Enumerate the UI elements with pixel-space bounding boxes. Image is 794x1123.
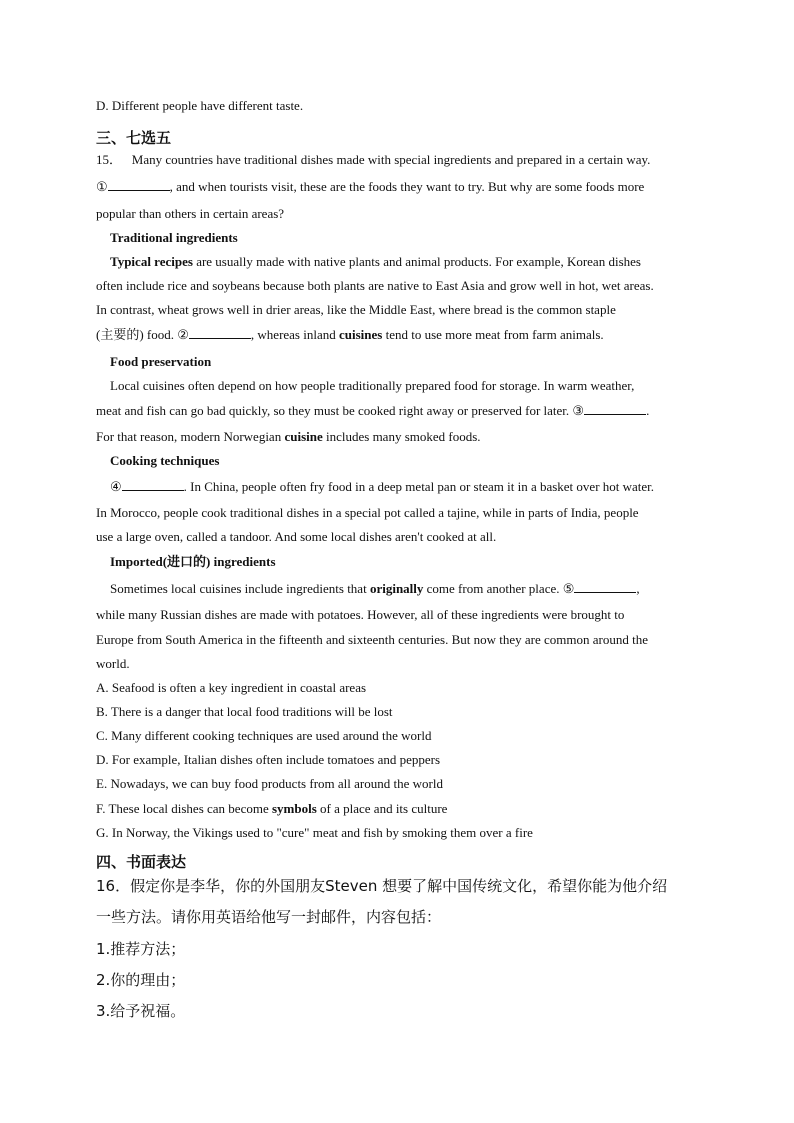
blank-5-number: ⑤ xyxy=(562,581,575,596)
p3-a-post: . In China, people often fry food in a deep metal pan or steam it in a basket over hot water. xyxy=(183,479,655,494)
blank-4[interactable] xyxy=(122,479,184,491)
q15-intro2: , and when tourists visit, these are the foods they want to try. But why are some foods more xyxy=(169,179,645,194)
q16-item2: 2.你的理由； xyxy=(96,971,186,989)
q15-intro-line2 xyxy=(96,179,644,195)
prev-option-d: D. Different people have different taste. xyxy=(96,98,304,113)
p4-line1 xyxy=(110,581,640,597)
q16-line2: 一些方法。请你用英语给他写一封邮件，内容包括： xyxy=(96,908,442,926)
p4-line3: Europe from South America in the fifteenth and sixteenth centuries. But now they are common around the xyxy=(96,632,648,647)
p2-c-bold: cuisine xyxy=(284,429,323,444)
p2-line3 xyxy=(96,429,481,445)
section4-title: 四、书面表达 xyxy=(96,853,187,871)
option-a: A. Seafood is often a key ingredient in coastal areas xyxy=(96,680,367,695)
blank-2-number: ② xyxy=(177,327,189,342)
heading-cooking-techniques: Cooking techniques xyxy=(110,453,220,468)
blank-4-number: ④ xyxy=(110,479,122,494)
p1-line1 xyxy=(110,254,641,270)
p1-d-bold: cuisines xyxy=(339,327,383,342)
blank-1[interactable] xyxy=(108,179,170,191)
option-g: G. In Norway, the Vikings used to "cure" meat and fish by smoking them over a fire xyxy=(96,825,533,840)
section3-title: 三、七选五 xyxy=(96,129,172,147)
p4-line4: world. xyxy=(96,656,130,671)
p4-a-mid: come from another place. xyxy=(423,581,563,596)
q16-item1: 1.推荐方法； xyxy=(96,940,186,958)
blank-5[interactable] xyxy=(574,581,636,593)
blank-3[interactable] xyxy=(584,403,646,415)
p2-line2 xyxy=(96,403,649,419)
option-f-bold: symbols xyxy=(271,801,317,816)
option-f-pre: F. These local dishes can become xyxy=(96,801,272,816)
blank-3-number: ③ xyxy=(572,403,585,418)
p3-line1 xyxy=(110,479,654,495)
p1-line2: often include rice and soybeans because both plants are native to East Asia and grow well in hot, wet areas. xyxy=(96,278,654,293)
q15-intro-line1 xyxy=(96,152,650,168)
p2-c-pre: For that reason, modern Norwegian xyxy=(96,429,285,444)
p3-line2: In Morocco, people cook traditional dishes in a special pot called a tajine, while in parts of India, people xyxy=(96,505,639,520)
heading-imported-ingredients: Imported(进口的) ingredients xyxy=(110,554,276,569)
blank-1-number: ① xyxy=(96,179,108,194)
option-c: C. Many different cooking techniques are used around the world xyxy=(96,728,432,743)
heading-traditional-ingredients: Traditional ingredients xyxy=(110,230,238,245)
option-f-post: of a place and its culture xyxy=(316,801,448,816)
q15-number: 15． xyxy=(96,152,123,167)
option-b: B. There is a danger that local food traditions will be lost xyxy=(96,704,393,719)
p1-line3: In contrast, wheat grows well in drier areas, like the Middle East, where bread is the common staple xyxy=(96,302,616,317)
heading-food-preservation: Food preservation xyxy=(110,354,212,369)
q15-intro1: Many countries have traditional dishes made with special ingredients and prepared in a certain way. xyxy=(131,152,651,167)
p1-bold: Typical recipes xyxy=(110,254,193,269)
p4-a-pre: Sometimes local cuisines include ingredients that xyxy=(110,581,370,596)
option-f xyxy=(96,801,447,817)
option-e: E. Nowadays, we can buy food products from all around the world xyxy=(96,776,443,791)
p2-b-post: . xyxy=(646,403,650,418)
p4-a-bold: originally xyxy=(369,581,424,596)
p2-b-pre: meat and fish can go bad quickly, so they must be cooked right away or preserved for later. xyxy=(96,403,573,418)
q16-item3: 3.给予祝福。 xyxy=(96,1002,186,1020)
p1-d-post: tend to use more meat from farm animals. xyxy=(382,327,604,342)
p1-d-mid: , whereas inland xyxy=(250,327,339,342)
p1-d-pre: (主要的) food. xyxy=(96,327,178,342)
p4-line2: while many Russian dishes are made with potatoes. However, all of these ingredients were brought to xyxy=(96,607,625,622)
p1-line4 xyxy=(96,327,604,343)
p4-a-post: , xyxy=(636,581,640,596)
blank-2[interactable] xyxy=(189,327,251,339)
p2-line1: Local cuisines often depend on how people traditionally prepared food for storage. In warm weather, xyxy=(110,378,635,393)
q15-intro-line3: popular than others in certain areas? xyxy=(96,206,285,221)
p1-a: are usually made with native plants and animal products. For example, Korean dishes xyxy=(192,254,641,269)
option-d: D. For example, Italian dishes often include tomatoes and peppers xyxy=(96,752,441,767)
p2-c-post: includes many smoked foods. xyxy=(322,429,481,444)
p3-line3: use a large oven, called a tandoor. And some local dishes aren't cooked at all. xyxy=(96,529,497,544)
q16-line1: 16．假定你是李华，你的外国朋友Steven 想要了解中国传统文化，希望你能为他介绍 xyxy=(96,877,668,895)
